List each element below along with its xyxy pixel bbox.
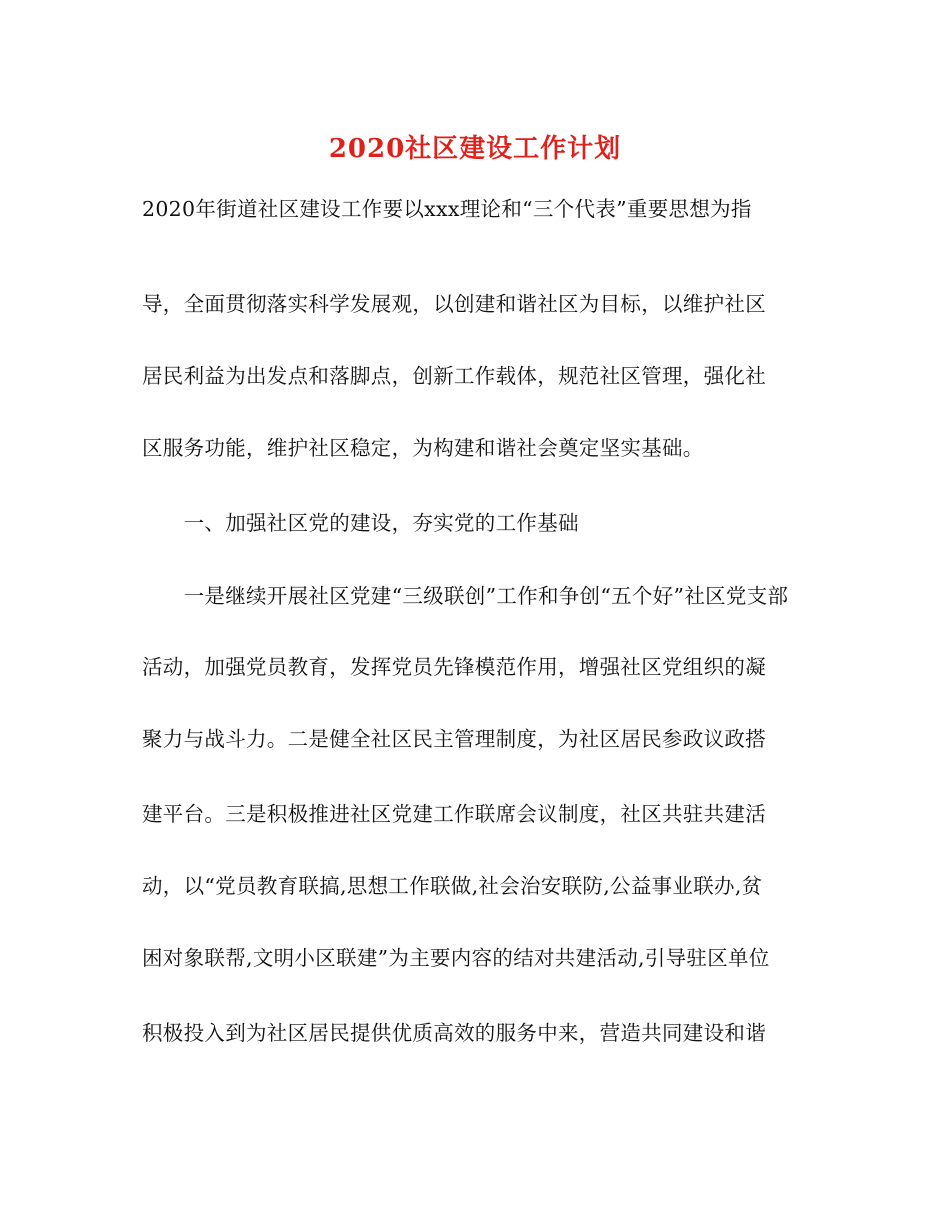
body-line: 一是继续开展社区党建“三级联创”工作和争创“五个好”社区党支部 (142, 584, 789, 608)
body-line: 2020年街道社区建设工作要以xxx理论和“三个代表”重要思想为指 (142, 197, 752, 221)
body-line: 聚力与战斗力。二是健全社区民主管理制度，为社区居民参政议政搭 (142, 727, 766, 751)
body-line: 活动，加强党员教育，发挥党员先锋模范作用，增强社区党组织的凝 (142, 655, 766, 679)
body-line: 积极投入到为社区居民提供优质高效的服务中来，营造共同建设和谐 (142, 1021, 766, 1045)
document-title: 2020社区建设工作计划 (328, 134, 622, 164)
body-line: 建平台。三是积极推进社区党建工作联席会议制度，社区共驻共建活 (142, 802, 766, 826)
body-line: 区服务功能，维护社区稳定，为构建和谐社会奠定坚实基础。 (142, 436, 704, 460)
body-line: 居民利益为出发点和落脚点，创新工作载体，规范社区管理，强化社 (142, 364, 766, 388)
body-line: 动，以“党员教育联搞,思想工作联做,社会治安联防,公益事业联办,贫 (142, 874, 763, 898)
section-heading: 一、加强社区党的建设，夯实党的工作基础 (142, 511, 579, 535)
body-line: 导，全面贯彻落实科学发展观，以创建和谐社区为目标，以维护社区 (142, 292, 766, 316)
body-line: 困对象联帮,文明小区联建”为主要内容的结对共建活动,引导驻区单位 (142, 946, 770, 970)
